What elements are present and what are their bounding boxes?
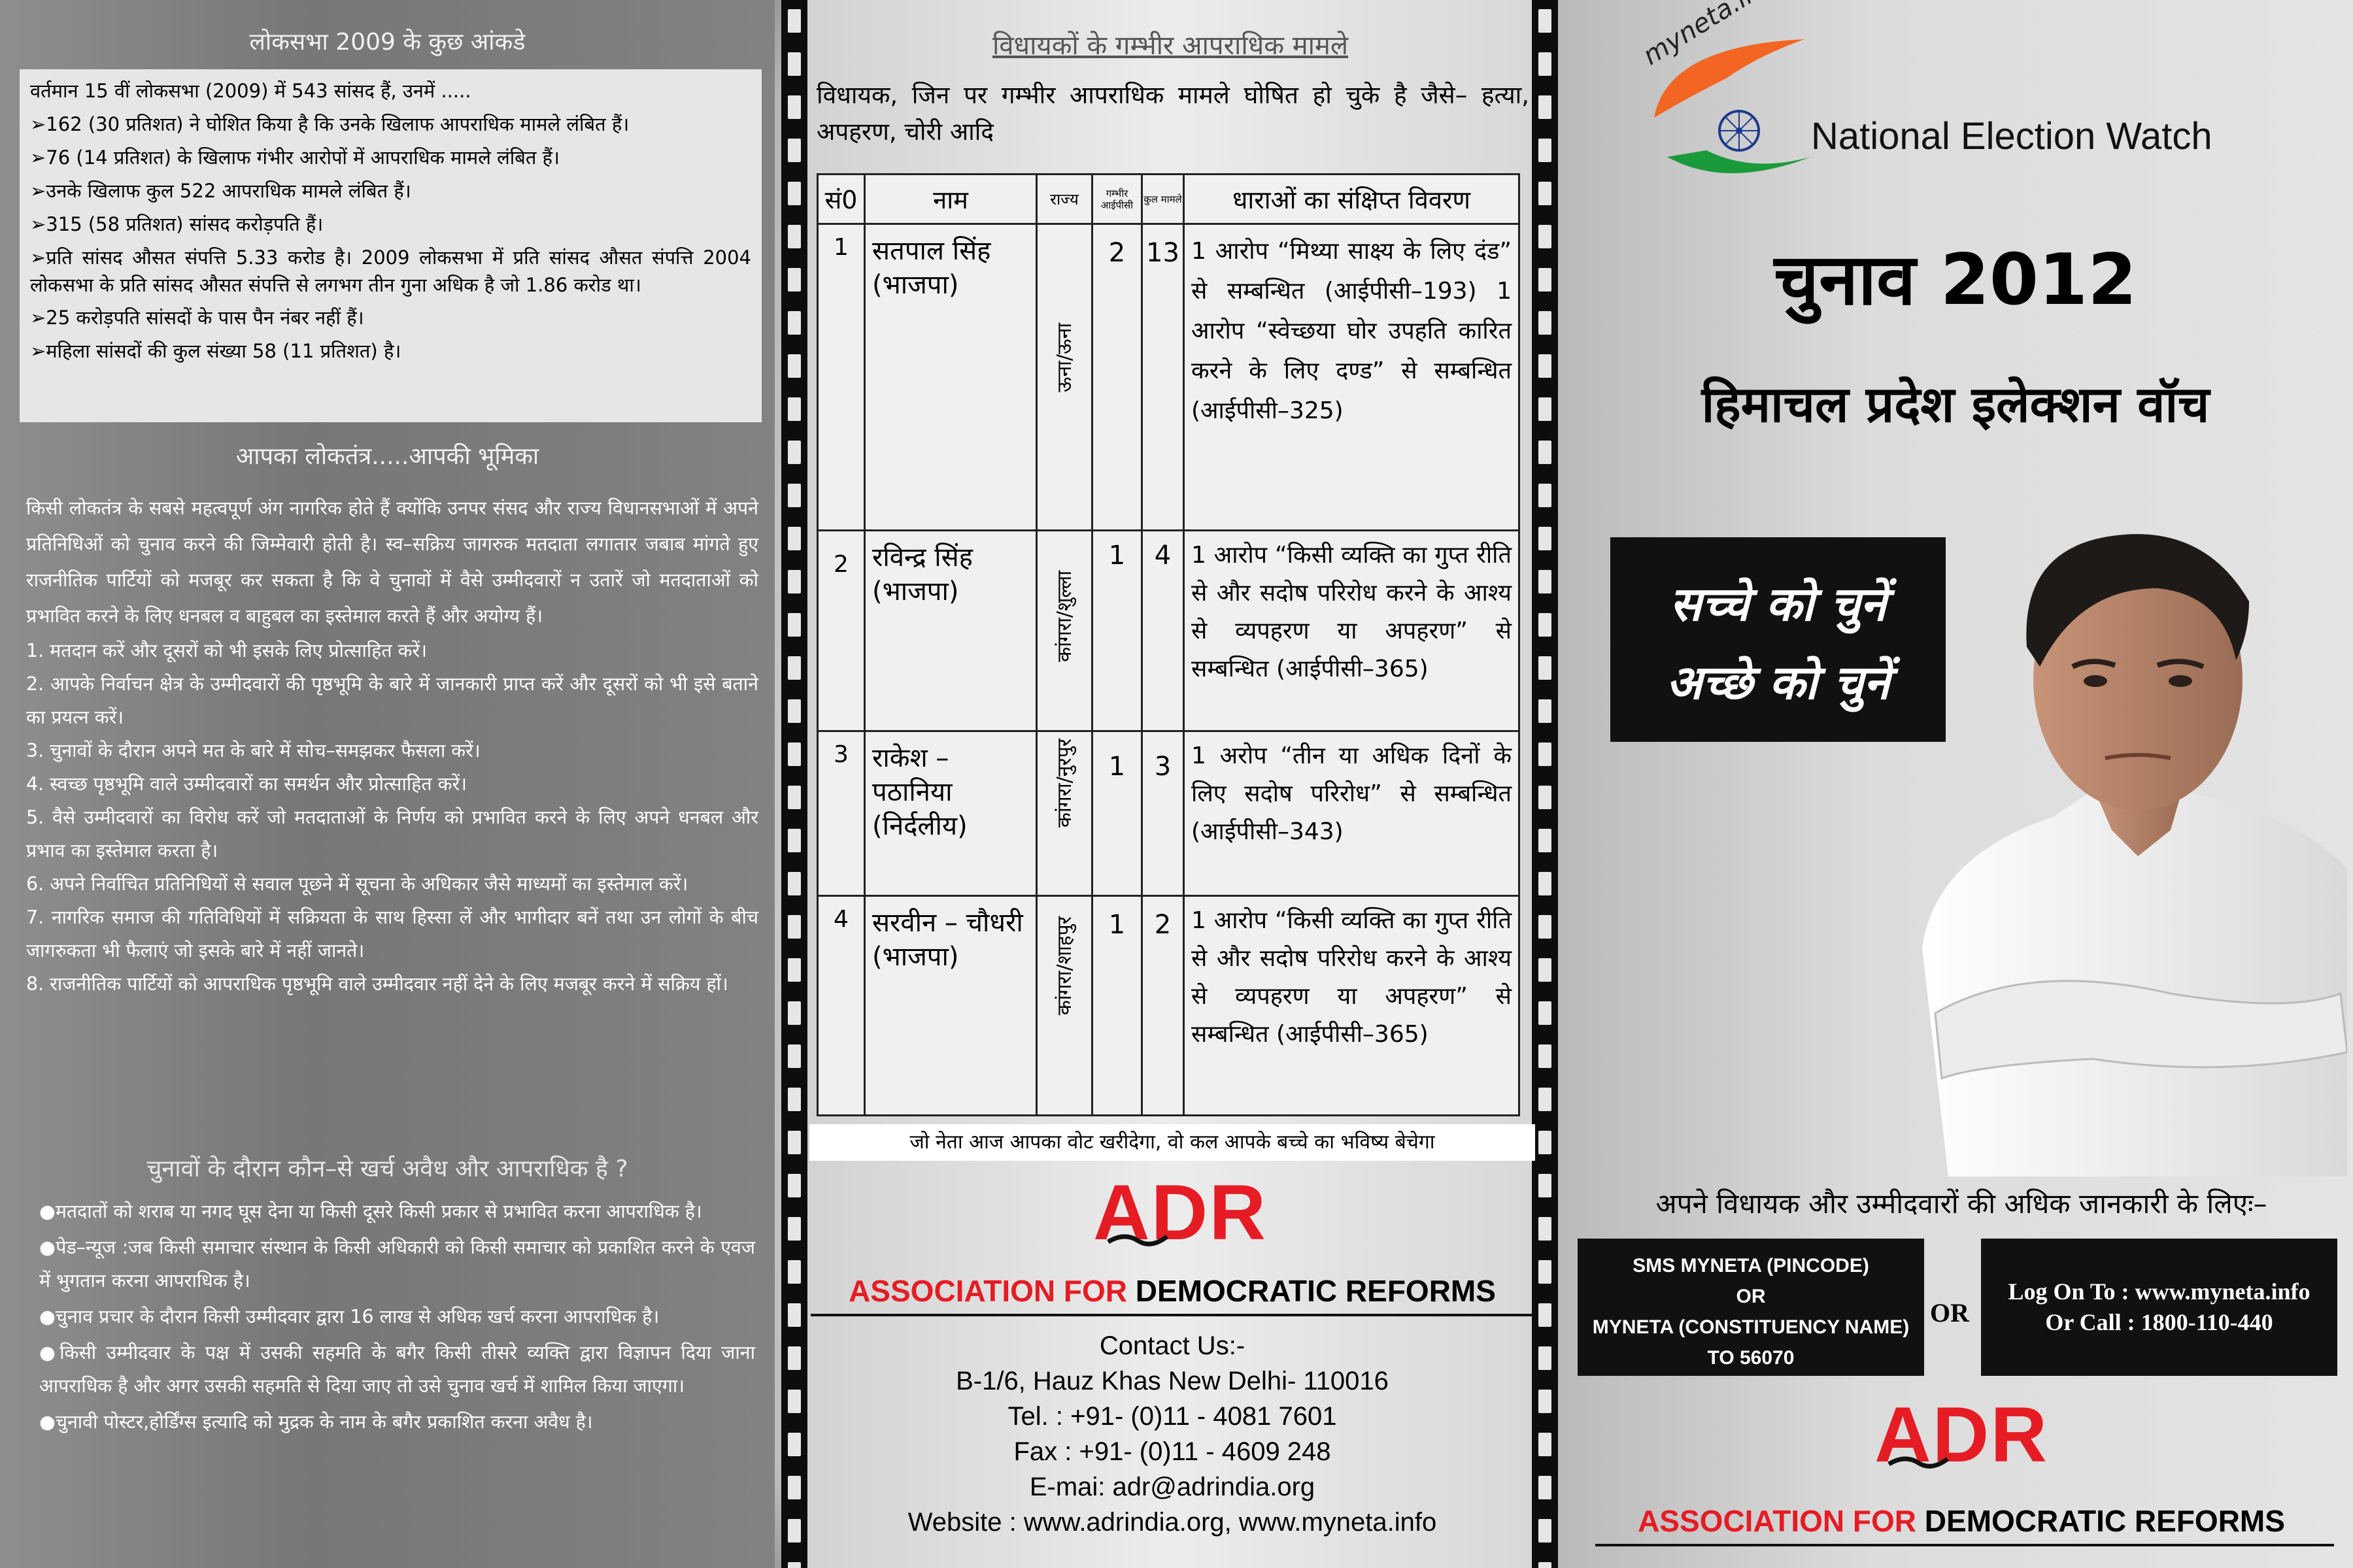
film-hole xyxy=(1538,915,1551,939)
row-total: 13 xyxy=(1142,224,1184,531)
table-header-row xyxy=(818,175,1519,224)
film-hole xyxy=(1538,872,1551,895)
adr-name-underline-middle xyxy=(811,1314,1533,1316)
row-place-cell xyxy=(1037,531,1092,731)
film-hole xyxy=(788,1217,801,1241)
row-sn: 4 xyxy=(818,896,865,1116)
film-strip-right xyxy=(1532,0,1558,1568)
role-title: आपका लोकतंत्र.....आपकी भूमिका xyxy=(235,443,539,470)
contact-fax: Fax : +91- (0)11 - 4609 248 xyxy=(1013,1437,1331,1466)
role-section xyxy=(26,490,758,1001)
film-hole xyxy=(788,656,801,680)
adr-logo-middle: ADR xyxy=(1093,1169,1267,1256)
row-desc: 1 अरोप “तीन या अधिक दिनों के लिए सदोष परिरोध” से सम्बन्धित (आईपीसी–343) xyxy=(1184,731,1519,896)
logon-box xyxy=(1981,1239,2337,1376)
film-hole xyxy=(788,139,801,162)
film-hole xyxy=(1538,354,1551,378)
film-hole xyxy=(788,699,801,723)
film-hole xyxy=(788,182,801,205)
film-hole xyxy=(1538,1346,1551,1370)
film-hole xyxy=(1538,1001,1551,1025)
sms-line: SMS MYNETA (PINCODE) xyxy=(1633,1255,1869,1276)
film-hole xyxy=(1538,311,1551,335)
film-hole xyxy=(788,397,801,421)
film-hole xyxy=(1538,225,1551,248)
film-hole xyxy=(1538,699,1551,723)
contact-website: Website : www.adrindia.org, www.myneta.info xyxy=(907,1508,1437,1537)
role-item: 4. स्वच्छ पृष्ठभूमि वाले उम्मीदवारों का समर्थन और प्रोत्साहित करें। xyxy=(26,773,467,795)
illegal-item: ●चुनावी पोस्टर,होर्डिंग्स इत्यादि को मुद्रक के नाम के बगैर प्रकाशित करना अवैध है। xyxy=(39,1411,593,1433)
stats-line: ➢प्रति सांसद औसत संपत्ति 5.33 करोड है। 2009 लोकसभा में प्रति सांसद औसत संपत्ति 2004 लोकसभा के प्रति सांसद औसत संपत्ति से लगभग तीन गुना अधिक है जो 1.86 करोड था। xyxy=(30,246,751,296)
film-hole xyxy=(1538,656,1551,680)
adr-name-red: ASSOCIATION FOR xyxy=(1638,1504,1925,1538)
row-total: 2 xyxy=(1142,896,1184,1116)
logon-line: Or Call : 1800-110-440 xyxy=(2045,1309,2273,1335)
adr-swoosh-right-icon xyxy=(1886,1451,1951,1471)
film-hole xyxy=(1538,829,1551,852)
row-place-cell xyxy=(1037,731,1092,896)
row-desc: 1 आरोप “मिथ्या साक्ष्य के लिए दंड” से सम्बन्धित (आईपीसी–193) 1 आरोप “स्वेच्छया घोर उपहति कारित करने के लिए दण्ड” से सम्बन्धित (आईपीसी–325) xyxy=(1184,224,1519,531)
illegal-title: चुनावों के दौरान कौन–से खर्च अवैध और आपराधिक है ? xyxy=(146,1156,628,1182)
stats-line: ➢162 (30 प्रतिशत) ने घोशित किया है कि उनके खिलाफ आपराधिक मामले लंबित हैं। xyxy=(30,113,630,135)
contact-address: B-1/6, Hauz Khas New Delhi- 110016 xyxy=(956,1367,1389,1395)
film-hole xyxy=(788,915,801,939)
film-hole xyxy=(1538,1433,1551,1456)
film-hole xyxy=(1538,397,1551,421)
stats-title: लोकसभा 2009 के कुछ आंकडे xyxy=(249,29,526,56)
row-place-cell xyxy=(1037,896,1092,1116)
national-election-watch: National Election Watch xyxy=(1811,115,2212,158)
sms-box xyxy=(1578,1239,1924,1376)
row-place: ऊना/ऊना xyxy=(1053,323,1076,393)
film-hole xyxy=(788,786,801,809)
stats-box xyxy=(20,69,762,422)
film-hole xyxy=(1538,1217,1551,1241)
row-desc: 1 आरोप “किसी व्यक्ति का गुप्त रीति से और सदोष परिरोध करने के आश्य से व्यपहरण या अपहरण” से सम्बन्धित (आईपीसी–365) xyxy=(1184,531,1519,731)
row-place: कांगरा/शाहपुर xyxy=(1053,916,1076,1016)
adr-name-middle xyxy=(809,1273,1535,1309)
film-hole xyxy=(1538,95,1551,119)
stats-line: ➢315 (58 प्रतिशत) सांसद करोड़पति हैं। xyxy=(30,213,324,235)
film-hole xyxy=(1538,1131,1551,1154)
adr-logo-right: ADR xyxy=(1874,1391,2048,1478)
film-hole xyxy=(788,742,801,766)
film-hole xyxy=(1538,1260,1551,1284)
row-sn: 2 xyxy=(818,531,865,731)
row-serious: 1 xyxy=(1092,731,1142,896)
stats-line: ➢76 (14 प्रतिशत) के खिलाफ गंभीर आरोपों में आपराधिक मामले लंबित हैं। xyxy=(30,146,560,169)
film-hole xyxy=(1538,182,1551,205)
sms-line: MYNETA (CONSTITUENCY NAME) xyxy=(1592,1316,1910,1338)
film-hole xyxy=(1538,1390,1551,1413)
film-hole xyxy=(788,1088,801,1111)
film-hole xyxy=(1538,1174,1551,1197)
table-row xyxy=(818,531,1519,731)
role-item: 3. चुनावों के दौरान अपने मत के बारे में सोच–समझकर फैसला करें। xyxy=(26,740,481,761)
adr-name-red: ASSOCIATION FOR xyxy=(849,1274,1136,1308)
contact-heading: Contact Us:- xyxy=(1099,1331,1245,1360)
row-place-cell xyxy=(1037,224,1092,531)
film-hole xyxy=(788,311,801,335)
table-row xyxy=(818,731,1519,896)
more-info-text: अपने विधायक और उम्मीदवारों की अधिक जानकारी के लिएः– xyxy=(1655,1188,2267,1220)
film-hole xyxy=(1538,570,1551,593)
row-serious: 1 xyxy=(1092,896,1142,1116)
slogan-box xyxy=(1610,537,1946,742)
subheadline: हिमाचल प्रदेश इलेक्शन वॉच xyxy=(1701,375,2210,433)
sms-line: OR xyxy=(1736,1286,1766,1307)
role-item: 8. राजनीतिक पार्टियों को आपराधिक पृष्ठभूमि वाले उम्मीदवार नहीं देने के लिए मजबूर करने में सक्रिय हों। xyxy=(26,973,728,995)
criminal-title: विधायकों के गम्भीर आपराधिक मामले xyxy=(992,31,1349,61)
film-hole xyxy=(1538,786,1551,809)
role-item: 2. आपके निर्वाचन क्षेत्र के उम्मीदवारों की पृष्ठभूमि के बारे में जानकारी प्राप्त करें और दूसरों को भी इसे बताने का प्रयत्न करें। xyxy=(26,673,758,728)
film-hole xyxy=(788,354,801,378)
role-item: 6. अपने निर्वाचित प्रतिनिधियों से सवाल पूछने में सूचना के अधिकार जैसे माध्यमों का इस्तेमाल करें। xyxy=(26,873,688,895)
film-hole xyxy=(788,441,801,464)
criminal-intro: विधायक, जिन पर गम्भीर आपराधिक मामले घोषित हो चुके है जैसे– हत्या, अपहरण, चोरी आदि xyxy=(817,81,1529,146)
film-hole xyxy=(1538,1088,1551,1111)
film-hole xyxy=(788,1562,801,1568)
header-total: कुल मामले xyxy=(1142,175,1184,224)
role-intro: किसी लोकतंत्र के सबसे महत्वपूर्ण अंग नागरिक होते हैं क्योंकि उनपर संसद और राज्य विधानसभाओं में अपने प्रतिनिधिओं को चुनाव करने की जिम्मेवारी होती है। स्व–सक्रिय जागरुक मतदाता लगातार जबाब मांगते हुए राजनीतिक पार्टियों को मजबूर कर सकता है कि वे चुनावों में वैसे उम्मीदवारों न उतारें जो मतदाताओं को प्रभावित करने के लिए धनबल व बाहुबल का इस्तेमाल करते हैं और अयोग्य हैं। xyxy=(26,497,758,627)
film-hole xyxy=(788,872,801,895)
film-hole xyxy=(788,958,801,982)
adr-swoosh-middle-icon xyxy=(1105,1229,1170,1248)
illegal-item: ●पेड–न्यूज :जब किसी समाचार संस्थान के किसी अधिकारी को किसी समाचार को प्रकाशित करने के एवज में भुगतान करना आपराधिक है। xyxy=(39,1237,755,1292)
row-serious: 2 xyxy=(1092,224,1142,531)
film-hole xyxy=(788,1131,801,1154)
film-hole xyxy=(788,484,801,507)
film-hole xyxy=(788,268,801,292)
illegal-item: ●मतदातों को शराब या नगद घूस देना या किसी दूसरे किसी प्रकार से प्रभावित करना आपराधिक है। xyxy=(39,1201,702,1222)
film-hole xyxy=(1538,958,1551,982)
row-name: राकेश – पठानिया (निर्दलीय) xyxy=(865,731,1037,896)
film-hole xyxy=(788,1476,801,1499)
role-item: 7. नागरिक समाज की गतिविधियों में सक्रियता के साथ हिस्सा लें और भागीदार बनें तथा उन लोगों के बीच जागरुकता भी फैलाएं जो इसके बारे में नहीं जानते। xyxy=(26,907,758,961)
row-total: 4 xyxy=(1142,531,1184,731)
table-row xyxy=(818,224,1519,531)
header-sn: सं0 xyxy=(818,175,865,224)
vote-slogan: जो नेता आज आपका वोट खरीदेगा, वो कल आपके बच्चे का भविष्य बेचेगा xyxy=(809,1124,1535,1161)
header-place: राज्य xyxy=(1037,175,1092,224)
celebrity-photo xyxy=(1896,451,2347,1176)
film-hole xyxy=(1538,1519,1551,1543)
row-sn: 3 xyxy=(818,731,865,896)
adr-name-right xyxy=(1582,1503,2341,1539)
film-hole xyxy=(788,1044,801,1068)
film-hole xyxy=(1538,139,1551,162)
film-strip-left xyxy=(781,0,807,1568)
contact-email: E-mai: adr@adrindia.org xyxy=(1029,1473,1315,1501)
film-hole xyxy=(1538,1476,1551,1499)
row-sn: 1 xyxy=(818,224,865,531)
film-hole xyxy=(788,95,801,119)
film-hole xyxy=(788,52,801,76)
film-hole xyxy=(1538,484,1551,507)
slogan-line: सच्चे को चुनें xyxy=(1669,576,1887,631)
row-place: कांगरा/शुल्ला xyxy=(1053,571,1076,662)
illegal-item: ●किसी उम्मीदवार के पक्ष में उसकी सहमति के बगैर किसी तीसरे व्यक्ति द्वारा विज्ञापन दिया जाना आपराधिक है और अगर उसकी सहमति से दिया जाए तो उसे चुनाव खर्च में शामिल किया जाएगा। xyxy=(39,1342,755,1397)
sms-line: TO 56070 xyxy=(1707,1347,1795,1369)
film-hole xyxy=(788,9,801,33)
stats-line: ➢25 करोड़पति सांसदों के पास पैन नंबर नहीं हैं। xyxy=(30,307,364,329)
film-hole xyxy=(788,1433,801,1456)
header-serious: गम्भीर आईपीसी xyxy=(1092,175,1142,224)
film-hole xyxy=(788,1001,801,1025)
stats-line: ➢महिला सांसदों की कुल संख्या 58 (11 प्रतिशत) है। xyxy=(30,340,401,362)
stats-line: वर्तमान 15 वीं लोकसभा (2009) में 543 सांसद हैं, उनमें ..... xyxy=(30,80,471,102)
row-serious: 1 xyxy=(1092,531,1142,731)
film-hole xyxy=(1538,742,1551,766)
row-name: सतपाल सिंह (भाजपा) xyxy=(865,224,1037,531)
header-name: नाम xyxy=(865,175,1037,224)
film-hole xyxy=(1538,52,1551,76)
film-hole xyxy=(1538,1044,1551,1068)
film-hole xyxy=(1538,1303,1551,1327)
row-name: रविन्द्र सिंह (भाजपा) xyxy=(865,531,1037,731)
contact-tel: Tel. : +91- (0)11 - 4081 7601 xyxy=(1007,1402,1337,1431)
illegal-section xyxy=(39,1195,755,1439)
film-hole xyxy=(788,225,801,248)
logon-line: Log On To : www.myneta.info xyxy=(2008,1278,2311,1305)
film-hole xyxy=(1538,268,1551,292)
film-hole xyxy=(1538,613,1551,637)
film-hole xyxy=(1538,9,1551,33)
film-hole xyxy=(788,829,801,852)
film-hole xyxy=(788,1174,801,1197)
header-desc: धाराओं का संक्षिप्त विवरण xyxy=(1184,175,1519,224)
adr-name-black: DEMOCRATIC REFORMS xyxy=(1135,1274,1496,1308)
film-hole xyxy=(788,1390,801,1413)
film-hole xyxy=(1538,441,1551,464)
role-item: 1. मतदान करें और दूसरों को भी इसके लिए प्रोत्साहित करें। xyxy=(26,640,428,661)
adr-name-black: DEMOCRATIC REFORMS xyxy=(1924,1504,2285,1538)
stats-line: ➢उनके खिलाफ कुल 522 आपराधिक मामले लंबित हैं। xyxy=(30,180,411,202)
film-hole xyxy=(788,613,801,637)
film-hole xyxy=(788,1260,801,1284)
row-total: 3 xyxy=(1142,731,1184,896)
headline: चुनाव 2012 xyxy=(1774,239,2137,321)
or-label: OR xyxy=(1930,1298,1969,1327)
row-name: सरवीन – चौधरी (भाजपा) xyxy=(865,896,1037,1116)
film-hole xyxy=(1538,527,1551,550)
slogan-line: अच्छे को चुनें xyxy=(1666,655,1890,710)
film-hole xyxy=(788,527,801,550)
film-hole xyxy=(788,1346,801,1370)
role-item: 5. वैसे उम्मीदवारों का विरोध करें जो मतदाताओं के निर्णय को प्रभावित करने के लिए अपने धनबल और प्रभाव का इस्तेमाल करता है। xyxy=(26,807,758,861)
adr-name-underline-right xyxy=(1595,1544,2334,1546)
film-hole xyxy=(788,1303,801,1327)
table-row xyxy=(818,896,1519,1116)
contact-block xyxy=(809,1328,1535,1540)
film-hole xyxy=(1538,1562,1551,1568)
film-hole xyxy=(788,570,801,593)
row-place: कांगरा/नुरपुर xyxy=(1053,739,1076,828)
film-hole xyxy=(788,1519,801,1543)
criminal-cases-table xyxy=(817,173,1520,1116)
row-desc: 1 आरोप “किसी व्यक्ति का गुप्त रीति से और सदोष परिरोध करने के आश्य से व्यपहरण या अपहरण” से सम्बन्धित (आईपीसी–365) xyxy=(1184,896,1519,1116)
left-panel xyxy=(0,0,775,1568)
illegal-item: ●चुनाव प्रचार के दौरान किसी उम्मीदवार द्वारा 16 लाख से अधिक खर्च करना आपराधिक है। xyxy=(39,1306,660,1327)
